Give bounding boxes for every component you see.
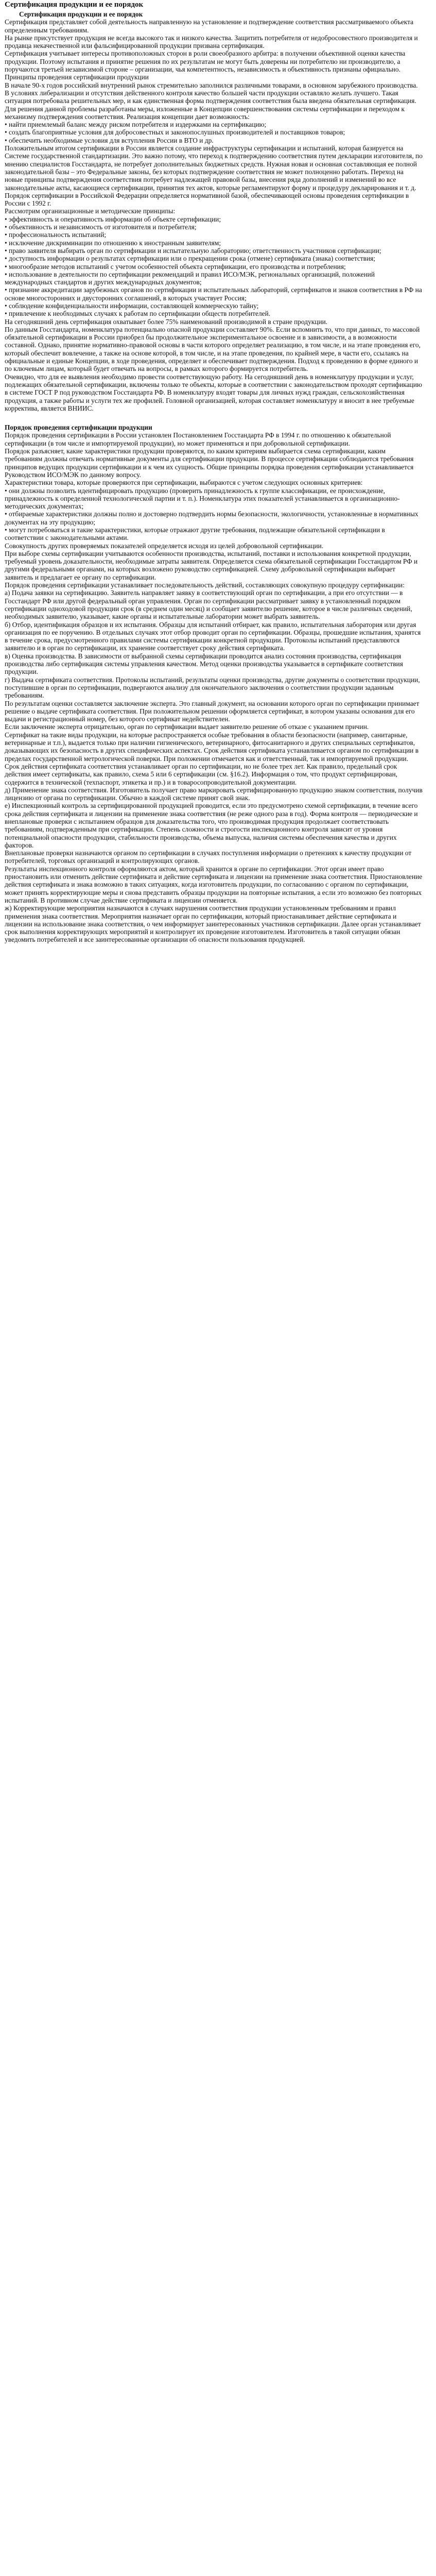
list-item: • создать благоприятные условия для добросовестных и законопослушных производителей и поставщиков товаров; <box>5 128 345 137</box>
paragraph: е) Инспекционный контроль за сертифицированной продукцией проводится, если это предусмотрено схемой сертификации, в течение всего срока действия сертификата и лицензии на применение знака соответствия (не реже одного раза в год). Форма контроля — периодические и внеплановые проверки с испытанием образцов для доказательства того, что производимая продукция продолжает соответствовать требованиям, подтвержденным при сертификации. Степень сложности и строгости инспекционного контроля зависит от уровня потенциальной опасности продукции, стабильности производства, объема выпуска, наличия системы обеспечения качества и других факторов. <box>5 802 418 849</box>
paragraph: Положительным итогом сертификации в России является создание инфраструктуры сертификации и испытаний, которая базируется на Системе государственной стандартизации. Это важно потому, что переход к подтверждению соответствия путем декларации изготовителя, по мнению специалистов Госстандарта, не потребует дополнительных бюджетных средств. Нужная новая и основная составляющая ее полной законодательной базы – это Федеральные законы, без которых подтверждение соответствия не может полноценно работать. Переход на новые принципы подтверждения соответствия потребует надлежащей правовой базы, внесения ряда дополнений и изменений во все законодательные акты, касающиеся сертификации, принятия тех актов, которые регламентируют форму и процедуру декларирования и т. д. <box>5 144 423 192</box>
article-heading: Сертификация продукции и ее порядок <box>19 10 143 18</box>
paragraph: При выборе схемы сертификации учитываются особенности производства, испытаний, поставки и использования конкретной продукции, требуемый уровень доказательности, необходимые затраты заявителя. Определяется схема обязательной сертификации Госстандартом РФ и другими федеральными органами, на которых возложено руководство сертификацией. Схему добровольной сертификации выбирает заявитель и предлагает ее органу по сертификации. <box>5 549 418 581</box>
paragraph: Срок действия сертификата соответствия устанавливает орган по сертификации, но не более трех лет. Как правило, предельный срок действия имеет сертификаты, как правило, схема 5 или 6 сертификации (см. §16.2). Информация о том, что продукт сертифицирован, содержится в технической (техпаспорт, этикетка и пр.) и в товаросопроводительной документации. <box>5 762 397 786</box>
paragraph: Сертификация представляет собой деятельность направленную на установление и подтверждение соответствия рассматриваемого объекта определенным требованиям. <box>5 18 414 34</box>
list-item: • соблюдение конфиденциальности информации, составляющей коммерческую тайну; <box>5 301 259 310</box>
paragraph: Для решения данной проблемы разработаны меры, изложенные в Концепции совершенствования системы сертификации и переходом к механизму подтверждения соответствия. Реализация концепции дает возможность: <box>5 105 405 121</box>
paragraph: В начале 90-х годов российский внутренний рынок стремительно заполнился различными товарами, в основном зарубежного производства. В условиях либерализации и отсутствия действенного контроля качество большей части продукции оставляло желать лучшего. Такая ситуация потребовала решительных мер, и как единственная форма подтверждения соответствия была введена обязательная сертификация. <box>5 81 418 105</box>
paragraph: Порядок проведения сертификации в России установлен Постановлением Госстандарта РФ в 1994 г. по отношению к обязательной сертификации (в том числе и импортируемой продукции), но может применяться и при добровольной сертификации. <box>5 431 391 447</box>
paragraph-gap <box>5 412 423 419</box>
list-item: • доступность информации о результатах сертификации или о прекращении срока (отмене) сертификата (знака) соответствия; <box>5 255 376 263</box>
section-heading: Порядок проведения сертификации продукции <box>5 423 152 432</box>
page-title: Сертификация продукции и ее порядок <box>5 1 144 9</box>
paragraph: Порядок проведения сертификации устанавливает последовательность действий, составляющих совокупную процедуру сертификации: <box>5 581 405 589</box>
list-item: • отбираемые характеристики должны полно и достоверно подтвердить нормы безопасности, экологичности, установленные в нормативных документах на эту продукцию; <box>5 510 418 526</box>
paragraph: По данным Госстандарта, номенклатура потенциально опасной продукции составляет 90%. Если вспомнить то, что при данных, то массовой обязательной сертификации в России приобрел бы продолжительное экспериментальное освоение и в зависимости, а в возможности составной. Однако, принятие нормативно-правовой основы в части которого определяет реализацию, в том числе, и на этапе проведения его, который обеспечит вовлечение, а также на основе которой, в том числе, и на этапе проведения, по крайней мере, в части его, ссылаясь на официальные и единые Концепции, в ходе проведения, определяет и обеспечивает подтверждения. Подход к проведению в форме единого и по ключевым лицам, который будет отвечать на вопросы, в рамках которого формируется потребитель. <box>5 325 421 373</box>
list-item: • многообразие методов испытаний с учетом особенностей объекта сертификации, его производства и потребления; <box>5 262 346 270</box>
paragraph: Порядок сертификации в Российской Федерации определяется нормативной базой, обеспечивающей основы проведения сертификации в России с 1992 г. <box>5 191 409 208</box>
list-item: • найти приемлемый баланс между риском потребителя и издержками на сертификацию; <box>5 121 267 129</box>
list-item: • признание аккредитации зарубежных органов по сертификации и испытательных лабораторий, сертификатов и знаков соответствия в РФ на основе многосторонних и двусторонних соглашений, в которых участвует Россия; <box>5 286 422 302</box>
list-item: • обеспечить необходимые условия для вступления России в ВТО и др. <box>5 136 214 144</box>
list-item: • профессиональность испытаний; <box>5 231 107 239</box>
paragraph: Порядок разъясняет, какие характеристики продукции проверяются, по каким критериям выбирается схема сертификации, каким требованиям должны отвечать нормативные документы для сертификации продукции. В процессе сертификации соблюдаются требования принципов ведущих продукции сертификации и к чем их сущность. Общие принципы порядка проведения сертификации устанавливается Руководством ИСО/МЭК по данному вопросу. <box>5 447 414 479</box>
paragraph: в) Оценка производства. В зависимости от выбранной схемы сертификации проводится анализ состояния производства, сертификация производства либо сертификация системы управления качеством. Метод оценки производства указывается в сертификате соответствия продукции. <box>5 652 403 676</box>
paragraph: ж) Корректирующие мероприятия назначаются в случаях нарушения соответствия продукции установленным требованиям и правил применения знака соответствия. Мероприятия назначает орган по сертификации, который приостанавливает действие сертификата и лицензии на использование знака соответствия, о чем информирует заинтересованных участников сертификации. Далее орган устанавливает срок выполнения корректирующих мероприятий и контролирует их проведение изготовителем. Изготовитель в такой ситуации обязан уведомить потребителей и все заинтересованные организации об опасности пользования продукцией. <box>5 904 421 944</box>
list-item: • привлечение к необходимых случаях к работам по сертификации обществ потребителей. <box>5 310 271 318</box>
article-body <box>5 18 423 943</box>
paragraph: Совокупность других проверяемых показателей определяется исходя из целей добровольной сертификации. <box>5 541 324 550</box>
list-item: • эффективность и оперативность информации об объекте сертификации; <box>5 215 221 223</box>
paragraph: Результаты инспекционного контроля оформляются актом, который хранится в органе по сертификации. Этот орган имеет право приостановить или отменить действие сертификата и действие сертификата и лицензии на применение знака соответствия. Приостановление действия сертификата и знака возможно в таких ситуациях, когда изготовитель продукции, по согласованию с органом по сертификации, может принять корректирующие меры и снова представить образцы продукции на повторные испытания, а если это возможно без повторных испытаний. В противном случае действие сертификата и лицензии отменяется. <box>5 865 423 904</box>
list-item: • могут потребоваться и такие характеристики, которые отражают другие требования, подлежащие обязательной сертификации в соответствии с законодательными актами. <box>5 526 385 542</box>
paragraph: Характеристики товара, которые проверяются при сертификации, выбираются с учетом следующих основных критериев: <box>5 479 363 487</box>
paragraph: Сертификация учитывает интересы противоположных сторон в роли своеобразного арбитра: в получении объективной оценки качества продукции. Поэтому испытания и принятие решения по их результатам не могут быть доверены ни потребителю ни производителю, а поручаются третьей независимой стороне – организации, чья компетентность, независимость и объективность признаны официально. <box>5 49 406 74</box>
paragraph: Если заключение эксперта отрицательно, орган по сертификации выдает заявителю решение об отказе с указанием причин. <box>5 723 369 731</box>
document-page <box>0 0 427 944</box>
paragraph: На сегодняшний день сертификация охватывает более 75% наименований производимой в стране продукции. <box>5 317 328 326</box>
list-item: • использование в деятельности по сертификации рекомендаций и правил ИСО/МЭК, региональных организаций, положений международных стандартов и других международных документов; <box>5 270 375 286</box>
list-item: • исключение дискриминации по отношению к иностранным заявителям; <box>5 239 221 247</box>
paragraph: д) Применение знака соответствия. Изготовитель получает право маркировать сертифицированную продукцию знаком соответствия, получив лицензию от органа по сертификации. Обычно в каждой системе принят свой знак. <box>5 786 423 802</box>
paragraph: б) Отбор, идентификация образцов и их испытания. Образцы для испытаний отбирает, как правило, испытательная лаборатория или другая организация по ее поручению. В отдельных случаях этот отбор проводит орган по сертификации. Образцы, прошедшие испытания, хранятся в течение срока, предусмотренного правилами системы сертификации конкретной продукции. Протоколы испытаний представляются заявителю и в орган по сертификации, их хранение соответствует сроку действия сертификата. <box>5 620 421 652</box>
paragraph: По результатам оценки составляется заключение эксперта. Это главный документ, на основании которого орган по сертификации принимает решение о выдаче сертификата соответствия. При положительном решении оформляется сертификат, в котором указаны основания для его выдачи и регистрационный номер, без которого сертификат недействителен. <box>5 699 420 723</box>
list-item: • объективность и независимость от изготовителя и потребителя; <box>5 223 197 231</box>
paragraph: Внеплановые проверки назначаются органом по сертификации в случаях поступления информации о претензиях к качеству продукции от потребителей, торговых организаций и контролирующих органов. <box>5 849 412 865</box>
list-item: • они должны позволить идентифицировать продукцию (проверить принадлежность к группе классификации, ее происхождение, принадлежность к определенной технологической партии и т. п.). Номенклатура этих показателей устанавливается в организационно-методических документах; <box>5 486 400 511</box>
paragraph: На рынке присутствует продукция не всегда высокого так и низкого качества. Защитить потребителя от недобросовестного производителя и продавца некачественной или фальсифицированной продукции призвана сертификация. <box>5 33 418 50</box>
paragraph: а) Подача заявки на сертификацию. Заявитель направляет заявку в соответствующий орган по сертификации, а при его отсутствии — в Госстандарт РФ или другой федеральный орган управления. Орган по сертификации рассматривает заявку в установленный порядком сертификации одноходовой продукции срок (в среднем один месяц) и сообщает заявителю решение, которое в числе различных сведений, необходимых заявителю, указывает, какие органы и испытательные лаборатории может выбрать заявитель. <box>5 589 412 621</box>
paragraph: Очевидно, что для ее выявления необходимо провести соответствующую работу. На сегодняшний день в номенклатуру продукции и услуг, подлежащих обязательной сертификации, включены только те объекты, которые в соответствии с законодательством проходят сертификацию в системе ГОСТ Р под руководством Госстандарта РФ. В номенклатуру входят товары для личных нужд граждан, сельскохозяйственная продукция, а также работы и услуги тех же профилей. Головной организацией, которая составляет номенклатуру и вносит в нее требуемые корректива, является ВНИИС. <box>5 372 422 412</box>
paragraph: г) Выдача сертификата соответствия. Протоколы испытаний, результаты оценки производства, другие документы о соответствии продукции, поступившие в орган по сертификации, подвергаются анализу для окончательного заключения о соответствии продукции заданным требованиям. <box>5 675 420 700</box>
paragraph: Принципы проведения сертификации продукции <box>5 73 149 81</box>
paragraph: Рассмотрим организационные и методические принципы: <box>5 207 176 215</box>
paragraph: Сертификат на такие виды продукции, на которые распространяется особые требования в области безопасности (например, санитарные, ветеринарные и т.п.), выдается только при наличии гигиенического, ветеринарного, фитосанитарного и других специальных сертификатов, доказывающих их безопасность в других специфических аспектах. Срок действия сертификата устанавливается органом по сертификации в пределах государственной метрологической поверки. При положении отмечается как и ответственный, так и импортируемой продукции. <box>5 731 419 762</box>
list-item: • право заявителя выбирать орган по сертификации и испытательную лабораторию; ответственность участников сертификации; <box>5 246 381 255</box>
